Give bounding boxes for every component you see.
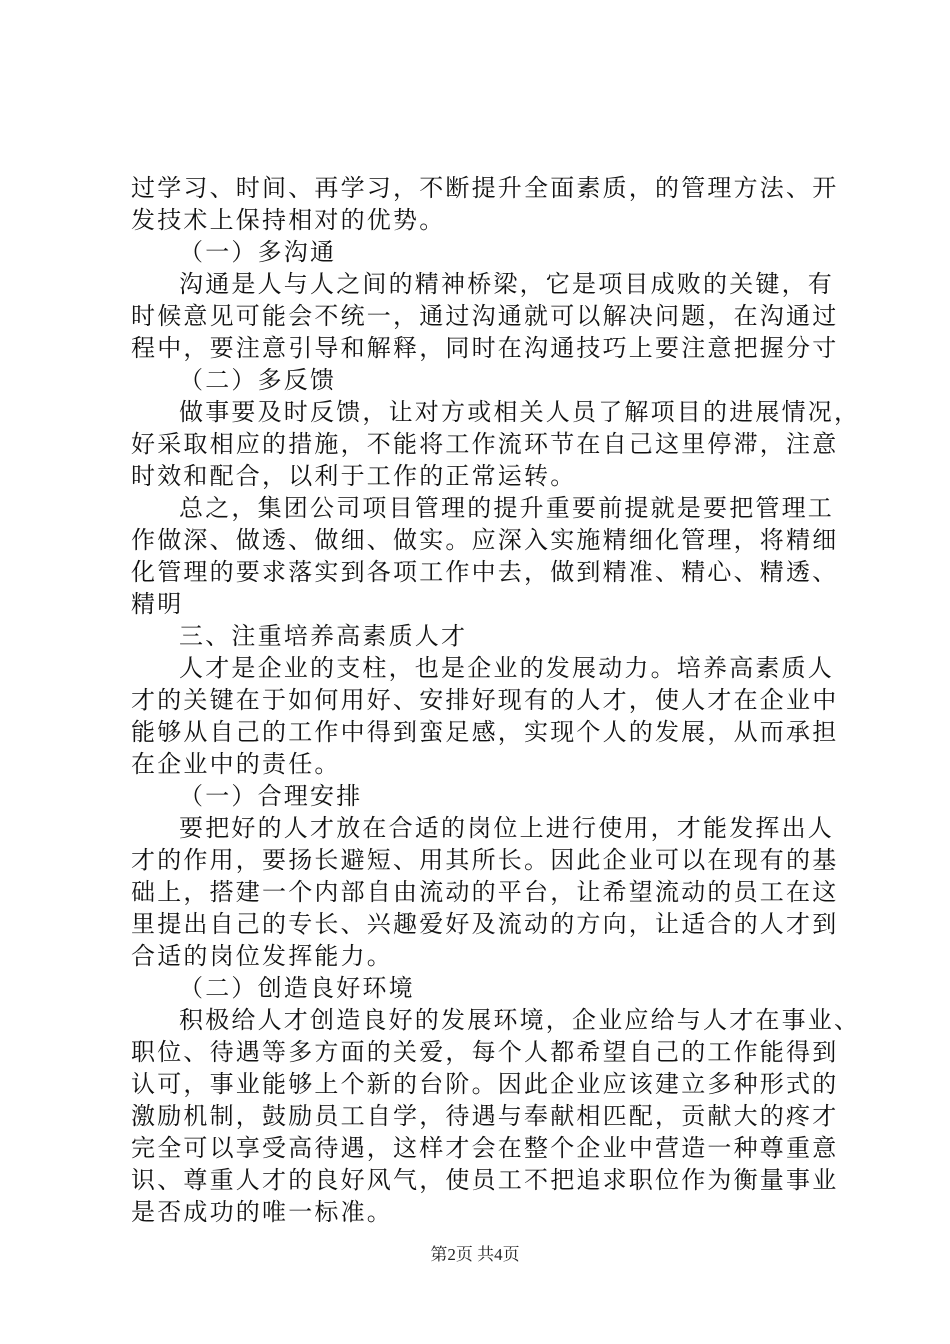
- text-line: 识、尊重人才的良好风气，使员工不把追求职位作为衡量事业: [131, 1166, 839, 1194]
- text-line: 积极给人才创造良好的发展环境，企业应给与人才在事业、: [179, 1006, 861, 1034]
- text-line: 发技术上保持相对的优势。: [131, 206, 446, 234]
- text-line: 认可，事业能够上个新的台阶。因此企业应该建立多种形式的: [131, 1070, 839, 1098]
- text-line: 好采取相应的措施，不能将工作流环节在自己这里停滞，注意: [131, 430, 839, 458]
- text-line: （二）创造良好环境: [179, 974, 415, 1002]
- text-line: 做事要及时反馈，让对方或相关人员了解项目的进展情况，: [179, 398, 861, 426]
- text-line: 沟通是人与人之间的精神桥梁，它是项目成败的关键，有: [179, 270, 834, 298]
- document-body: [131, 172, 861, 1228]
- text-line: 础上，搭建一个内部自由流动的平台，让希望流动的员工在这: [131, 878, 839, 906]
- text-line: 激励机制，鼓励员工自学，待遇与奉献相匹配，贡献大的疼才: [131, 1102, 839, 1130]
- text-line: 职位、待遇等多方面的关爱，每个人都希望自己的工作能得到: [131, 1038, 839, 1066]
- text-line: 程中，要注意引导和解释，同时在沟通技巧上要注意把握分寸: [131, 334, 839, 362]
- text-line: 是否成功的唯一标准。: [131, 1198, 393, 1226]
- text-line: 时候意见可能会不统一，通过沟通就可以解决问题，在沟通过: [131, 302, 839, 330]
- text-line: 三、注重培养高素质人才: [179, 622, 468, 650]
- text-line: 完全可以享受高待遇，这样才会在整个企业中营造一种尊重意: [131, 1134, 839, 1162]
- text-line: 总之，集团公司项目管理的提升重要前提就是要把管理工: [179, 494, 834, 522]
- text-line: 化管理的要求落实到各项工作中去，做到精准、精心、精透、: [131, 558, 839, 586]
- text-line: 在企业中的责任。: [131, 750, 341, 778]
- page-footer: 第2页 共4页: [430, 1245, 520, 1264]
- text-line: （一）合理安排: [179, 782, 363, 810]
- text-line: （一）多沟通: [179, 238, 337, 266]
- text-line: 精明: [131, 590, 184, 618]
- text-line: 作做深、做透、做细、做实。应深入实施精细化管理，将精细: [131, 526, 839, 554]
- text-line: 人才是企业的支柱，也是企业的发展动力。培养高素质人: [179, 654, 834, 682]
- text-line: 才的关键在于如何用好、安排好现有的人才，使人才在企业中: [131, 686, 839, 714]
- text-line: （二）多反馈: [179, 366, 337, 394]
- text-line: 才的作用，要扬长避短、用其所长。因此企业可以在现有的基: [131, 846, 839, 874]
- text-line: 时效和配合，以利于工作的正常运转。: [131, 462, 577, 490]
- text-line: 过学习、时间、再学习，不断提升全面素质，的管理方法、开: [131, 174, 839, 202]
- text-line: 要把好的人才放在合适的岗位上进行使用，才能发挥出人: [179, 814, 834, 842]
- text-line: 里提出自己的专长、兴趣爱好及流动的方向，让适合的人才到: [131, 910, 839, 938]
- text-line: 能够从自己的工作中得到蛮足感，实现个人的发展，从而承担: [131, 718, 839, 746]
- text-line: 合适的岗位发挥能力。: [131, 942, 393, 970]
